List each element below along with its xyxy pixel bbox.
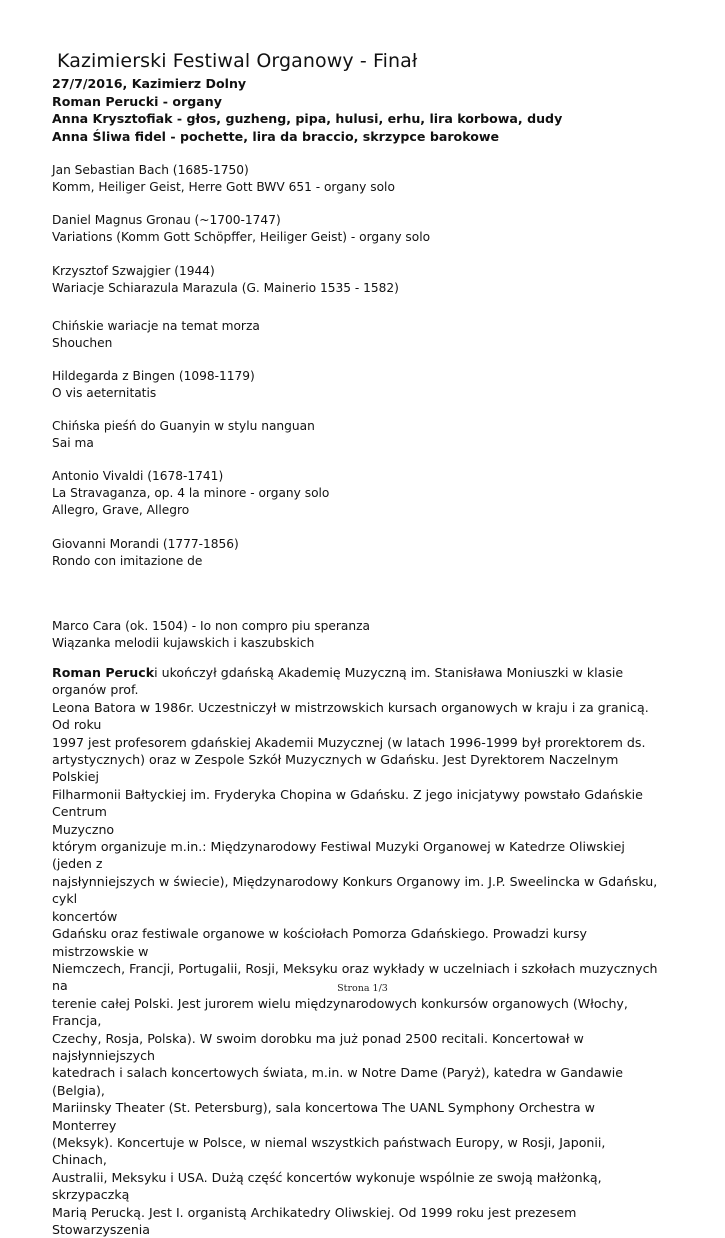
work: Sai ma (52, 436, 94, 450)
movements: Allegro, Grave, Allegro (52, 503, 190, 517)
composer: Hildegarda z Bingen (1098-1179) (52, 369, 255, 383)
bio-line: Czechy, Rosja, Polska). W swoim dorobku ma już ponad 2500 recitali. Koncertował w najsłynniejszych (52, 1030, 584, 1063)
bio-line: najsłynniejszych w świecie), Międzynarodowy Konkurs Organowy im. J.P. Sweelincka w Gdańsku, cykl (52, 873, 658, 907)
program-item (52, 318, 260, 352)
composer: Giovanni Morandi (1777-1856) (52, 537, 239, 551)
composer: Daniel Magnus Gronau (~1700-1747) (52, 213, 281, 227)
concert-info (52, 75, 562, 145)
bio-line: 1997 jest profesorem gdańskiej Akademii Muzycznej (w latach 1996-1999 był prorektorem ds. (52, 734, 646, 750)
bio-line: koncertów (52, 908, 118, 924)
bio-line: katedrach i salach koncertowych świata, m.in. w Notre Dame (Paryż), katedra w Gandawie (Belgia), (52, 1065, 624, 1098)
concert-date-place: 27/7/2016, Kazimierz Dolny (52, 76, 247, 91)
bio-line: artystycznych) oraz w Zespole Szkół Muzycznych w Gdańsku. Jest Dyrektorem Naczelnym Polskiej (52, 752, 619, 785)
bio-line: Niemczech, Francji, Portugalii, Rosji, Meksyku oraz wykłady w uczelniach i szkołach muzycznych na (52, 960, 658, 994)
performer-fidel: Anna Śliwa fidel - pochette, lira da braccio, skrzypce barokowe (52, 128, 500, 144)
work: Wiązanka melodii kujawskich i kaszubskich (52, 636, 315, 650)
bio-line: którym organizuje m.in.: Międzynarodowy Festiwal Muzyki Organowej w Katedrze Oliwskiej (jeden z (52, 839, 625, 872)
composer: Antonio Vivaldi (1678-1741) (52, 469, 224, 483)
page-number: Strona 1/3 (337, 983, 388, 994)
bio-line: Roman Perucki ukończył gdańską Akademię Muzyczną im. Stanisława Moniuszki w klasie organów prof. (52, 665, 624, 698)
program-item (52, 618, 370, 652)
program-item (52, 536, 239, 570)
bio-line: terenie całej Polski. Jest jurorem wielu międzynarodowych konkursów organowych (Włochy, Francja, (52, 995, 628, 1029)
program-item (52, 468, 329, 519)
work: La Stravaganza, op. 4 la minore - organy solo (52, 486, 330, 500)
bio-line: Leona Batora w 1986r. Uczestniczył w mistrzowskich kursach organowych w kraju i za granicą. Od roku (52, 699, 649, 733)
biography (52, 664, 662, 1238)
bio-line: Gdańsku oraz festiwale organowe w kościołach Pomorza Gdańskiego. Prowadzi kursy mistrzowskie w (52, 926, 587, 959)
work: Rondo con imitazione de (52, 554, 203, 568)
bio-line: Mariinsky Theater (St. Petersburg), sala koncertowa The UANL Symphony Orchestra w Monterrey (52, 1100, 595, 1133)
bio-line: Australii, Meksyku i USA. Dużą część koncertów wykonuje wspólnie ze swoją małżonką, skrzypaczką (52, 1169, 602, 1203)
bio-line: Marią Perucką. Jest I. organistą Archikatedry Oliwskiej. Od 1999 roku jest prezesem Stowarzyszenia (52, 1204, 577, 1237)
performer-voice: Anna Krysztofiak - głos, guzheng, pipa, hulusi, erhu, lira korbowa, dudy (52, 111, 563, 126)
bio-line: Filharmonii Bałtyckiej im. Fryderyka Chopina w Gdańsku. Z jego inicjatywy powstało Gdańskie Centrum (52, 786, 643, 820)
work: Shouchen (52, 336, 113, 350)
performer-organ: Roman Perucki - organy (52, 93, 222, 109)
program-item (52, 212, 430, 246)
bio-line: Muzyczno (52, 821, 115, 837)
work: Komm, Heiliger Geist, Herre Gott BWV 651 - organy solo (52, 180, 395, 194)
composer: Jan Sebastian Bach (1685-1750) (52, 163, 249, 177)
work: Wariacje Schiarazula Marazula (G. Mainerio 1535 - 1582) (52, 281, 399, 295)
program-item (52, 418, 315, 452)
work: O vis aeternitatis (52, 386, 157, 400)
composer: Chińska pieśń do Guanyin w stylu nanguan (52, 419, 315, 433)
bio-name: Roman Peruck (52, 665, 155, 680)
composer: Marco Cara (ok. 1504) - Io non compro piu speranza (52, 619, 370, 633)
composer: Krzysztof Szwajgier (1944) (52, 264, 215, 278)
program-item (52, 162, 395, 196)
composer: Chińskie wariacje na temat morza (52, 319, 260, 333)
work: Variations (Komm Gott Schöpffer, Heiliger Geist) - organy solo (52, 230, 431, 244)
bio-line: (Meksyk). Koncertuje w Polsce, w niemal wszystkich państwach Europy, w Rosji, Japonii, Chinach, (52, 1134, 606, 1168)
program-item (52, 368, 255, 402)
document-title: Kazimierski Festiwal Organowy - Finał (57, 50, 418, 72)
program-item (52, 263, 399, 297)
